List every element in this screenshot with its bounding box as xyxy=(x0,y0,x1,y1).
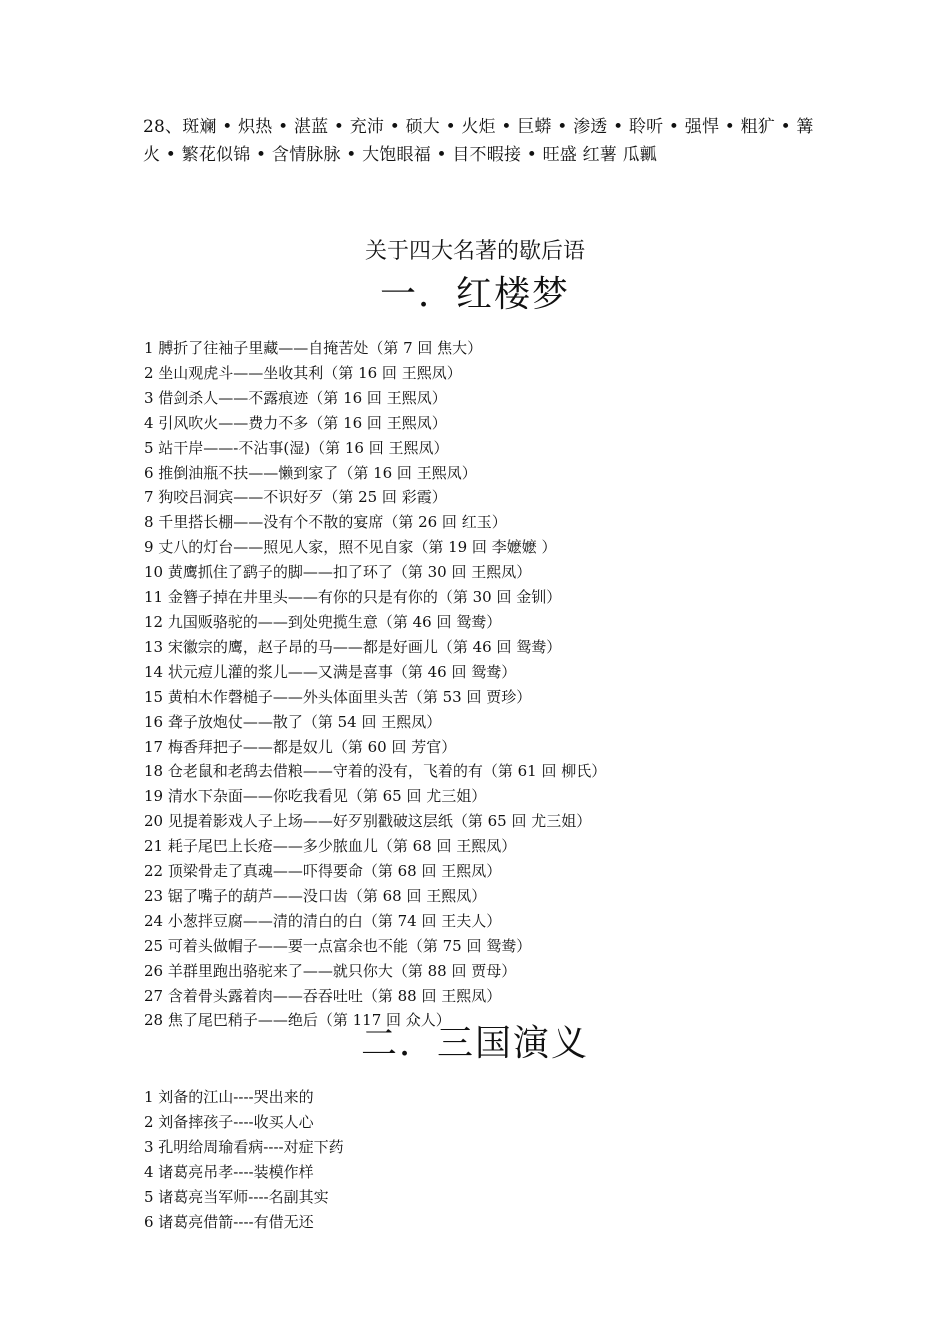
list-item: 3 借剑杀人——不露痕迹（第 16 回 王熙凤） xyxy=(144,388,447,407)
list-item: 4 诸葛亮吊孝----装模作样 xyxy=(144,1162,314,1181)
list-item: 22 顶梁骨走了真魂——吓得要命（第 68 回 王熙凤） xyxy=(144,862,502,881)
proverb-list-hongloumeng xyxy=(144,336,606,1033)
list-item: 3 孔明给周瑜看病----对症下药 xyxy=(144,1137,344,1156)
list-item: 15 黄柏木作磬槌子——外头体面里头苦（第 53 回 贾珍） xyxy=(144,687,532,706)
list-item: 14 状元痘儿灌的浆儿——又满是喜事（第 46 回 鸳鸯） xyxy=(144,662,517,681)
list-item: 17 梅香拜把子——都是奴儿（第 60 回 芳官） xyxy=(144,737,457,756)
list-item: 10 黄鹰抓住了鹞子的脚——扣了环了（第 30 回 王熙凤） xyxy=(144,563,532,582)
list-item: 21 耗子尾巴上长疮——多少脓血儿（第 68 回 王熙凤） xyxy=(144,837,517,856)
list-item: 9 丈八的灯台——照见人家，照不见自家（第 19 回 李嬷嬷 ） xyxy=(144,538,557,557)
list-item: 19 清水下杂面——你吃我看见（第 65 回 尤三姐） xyxy=(144,787,487,806)
list-item: 2 刘备摔孩子----收买人心 xyxy=(144,1112,314,1131)
intro-paragraph xyxy=(143,113,823,169)
list-item: 7 狗咬吕洞宾——不识好歹（第 25 回 彩霞） xyxy=(144,488,447,507)
list-item: 6 推倒油瓶不扶——懒到家了（第 16 回 王熙凤） xyxy=(144,463,477,482)
list-item: 24 小葱拌豆腐——清的清白的白（第 74 回 王夫人） xyxy=(144,911,502,930)
list-item: 18 仓老鼠和老鸹去借粮——守着的没有，飞着的有（第 61 回 柳氏） xyxy=(144,762,607,781)
list-item: 1 膊折了往袖子里藏——自掩苦处（第 7 回 焦大） xyxy=(144,339,483,357)
document-title: 关于四大名著的歇后语 xyxy=(364,239,585,264)
list-item: 2 坐山观虎斗——坐收其利（第 16 回 王熙凤） xyxy=(144,363,462,382)
list-item: 20 见提着影戏人子上场——好歹别戳破这层纸（第 65 回 尤三姐） xyxy=(144,812,592,831)
list-item: 16 聋子放炮仗——散了（第 54 回 王熙凤） xyxy=(144,712,442,731)
list-item: 5 站干岸——-不沾事(湿)（第 16 回 王熙凤） xyxy=(144,438,449,457)
intro-line: 28、斑斓 • 炽热 • 湛蓝 • 充沛 • 硕大 • 火炬 • 巨蟒 • 渗透 • 聆听 • 强悍 • 粗犷 • 篝 xyxy=(143,117,814,137)
list-item: 6 诸葛亮借箭----有借无还 xyxy=(144,1212,314,1231)
list-item: 23 锯了嘴子的葫芦——没口齿（第 68 回 王熙凤） xyxy=(144,886,487,905)
list-item: 12 九国贩骆驼的——到处兜揽生意（第 46 回 鸳鸯） xyxy=(144,612,502,631)
list-item: 26 羊群里跑出骆驼来了——就只你大（第 88 回 贾母） xyxy=(144,961,517,980)
list-item: 27 含着骨头露着肉——吞吞吐吐（第 88 回 王熙凤） xyxy=(144,986,502,1005)
list-item: 5 诸葛亮当军师----名副其实 xyxy=(144,1187,329,1206)
list-item: 8 千里搭长棚——没有个不散的宴席（第 26 回 红玉） xyxy=(144,513,507,532)
list-item: 25 可着头做帽子——要一点富余也不能（第 75 回 鸳鸯） xyxy=(144,936,532,955)
proverb-list-sanguoyanyi xyxy=(144,1085,344,1234)
section-heading-sanguoyanyi: 二．三国演义 xyxy=(360,1023,589,1064)
list-item: 28 焦了尾巴稍子——绝后（第 117 回 众人） xyxy=(144,1011,451,1030)
list-item: 1 刘备的江山----哭出来的 xyxy=(144,1088,314,1106)
list-item: 13 宋徽宗的鹰，赵子昂的马——都是好画儿（第 46 回 鸳鸯） xyxy=(144,637,562,656)
list-item: 4 引风吹火——费力不多（第 16 回 王熙凤） xyxy=(144,413,447,432)
list-item: 11 金簪子掉在井里头——有你的只是有你的（第 30 回 金钏） xyxy=(144,588,562,607)
section-heading-hongloumeng: 一．红楼梦 xyxy=(379,274,570,315)
intro-line: 火 • 繁花似锦 • 含情脉脉 • 大饱眼福 • 目不暇接 • 旺盛 红薯 瓜瓤 xyxy=(143,145,657,165)
